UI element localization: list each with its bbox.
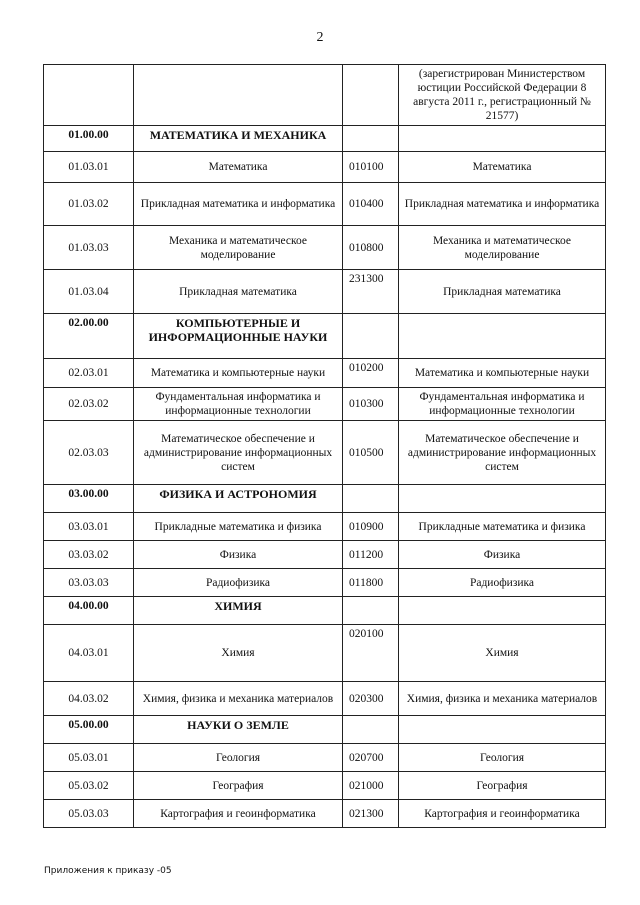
name-cell: Радиофизика [134, 569, 343, 597]
code-cell: 05.03.01 [44, 744, 134, 772]
okso-code-cell: 011800 [343, 569, 399, 597]
section-row [44, 597, 606, 625]
header-cell-empty-3 [343, 65, 399, 126]
name-cell: Математика [134, 152, 343, 183]
code-cell: 03.03.02 [44, 541, 134, 569]
okso-name-cell: Радиофизика [399, 569, 606, 597]
code-cell: 05.03.02 [44, 772, 134, 800]
okso-code-cell: 010500 [343, 421, 399, 485]
okso-name-cell: Прикладная математика [399, 270, 606, 314]
code-cell: 01.03.01 [44, 152, 134, 183]
okso-code-cell: 020300 [343, 682, 399, 716]
okso-name-cell [399, 126, 606, 152]
table-row [44, 682, 606, 716]
okso-code-cell [343, 716, 399, 744]
code-cell: 03.03.03 [44, 569, 134, 597]
okso-name-cell: География [399, 772, 606, 800]
section-row [44, 314, 606, 359]
name-cell: Химия [134, 625, 343, 682]
name-cell: Картография и геоинформатика [134, 800, 343, 828]
table-row [44, 359, 606, 388]
header-cell-empty-2 [134, 65, 343, 126]
name-cell: Математическое обеспечение и администрирование информационных систем [134, 421, 343, 485]
okso-name-cell: Химия [399, 625, 606, 682]
name-cell: География [134, 772, 343, 800]
okso-name-cell: Математическое обеспечение и администрирование информационных систем [399, 421, 606, 485]
name-cell: Прикладная математика и информатика [134, 183, 343, 226]
table-row [44, 270, 606, 314]
table-row [44, 772, 606, 800]
code-cell: 03.00.00 [44, 485, 134, 513]
section-row [44, 126, 606, 152]
name-cell: Прикладные математика и физика [134, 513, 343, 541]
table-row [44, 226, 606, 270]
okso-name-cell [399, 716, 606, 744]
code-cell: 02.03.02 [44, 388, 134, 421]
name-cell: Прикладная математика [134, 270, 343, 314]
code-cell: 04.00.00 [44, 597, 134, 625]
okso-code-cell: 010200 [343, 359, 399, 388]
okso-code-cell: 021300 [343, 800, 399, 828]
okso-code-cell [343, 314, 399, 359]
okso-code-cell [343, 485, 399, 513]
okso-code-cell: 010900 [343, 513, 399, 541]
name-cell: МАТЕМАТИКА И МЕХАНИКА [134, 126, 343, 152]
code-cell: 04.03.01 [44, 625, 134, 682]
okso-name-cell: Математика и компьютерные науки [399, 359, 606, 388]
okso-code-cell: 010400 [343, 183, 399, 226]
name-cell: КОМПЬЮТЕРНЫЕ И ИНФОРМАЦИОННЫЕ НАУКИ [134, 314, 343, 359]
specialties-table [43, 64, 606, 828]
okso-name-cell: Картография и геоинформатика [399, 800, 606, 828]
table-row [44, 152, 606, 183]
code-cell: 05.03.03 [44, 800, 134, 828]
name-cell: ХИМИЯ [134, 597, 343, 625]
code-cell: 02.03.03 [44, 421, 134, 485]
okso-name-cell: Механика и математическое моделирование [399, 226, 606, 270]
code-cell: 03.03.01 [44, 513, 134, 541]
okso-code-cell: 010800 [343, 226, 399, 270]
okso-code-cell: 020700 [343, 744, 399, 772]
okso-code-cell: 231300 [343, 270, 399, 314]
name-cell: Химия, физика и механика материалов [134, 682, 343, 716]
okso-name-cell: Математика [399, 152, 606, 183]
code-cell: 05.00.00 [44, 716, 134, 744]
okso-name-cell: Прикладные математика и физика [399, 513, 606, 541]
okso-name-cell: Химия, физика и механика материалов [399, 682, 606, 716]
code-cell: 01.03.03 [44, 226, 134, 270]
code-cell: 01.03.02 [44, 183, 134, 226]
table-row [44, 541, 606, 569]
code-cell: 02.00.00 [44, 314, 134, 359]
table-row [44, 625, 606, 682]
okso-code-cell: 011200 [343, 541, 399, 569]
name-cell: Физика [134, 541, 343, 569]
name-cell: Геология [134, 744, 343, 772]
okso-name-cell: Прикладная математика и информатика [399, 183, 606, 226]
section-row [44, 485, 606, 513]
okso-name-cell: Геология [399, 744, 606, 772]
registration-note: (зарегистрирован Министерством юстиции Российской Федерации 8 августа 2011 г., регистрационный № 21577) [399, 65, 606, 126]
table-row [44, 513, 606, 541]
code-cell: 01.00.00 [44, 126, 134, 152]
okso-code-cell: 010100 [343, 152, 399, 183]
header-row [44, 65, 606, 126]
okso-code-cell: 021000 [343, 772, 399, 800]
table-row [44, 388, 606, 421]
page-number: 2 [316, 30, 324, 45]
name-cell: Фундаментальная информатика и информационные технологии [134, 388, 343, 421]
section-row [44, 716, 606, 744]
okso-code-cell [343, 126, 399, 152]
okso-code-cell [343, 597, 399, 625]
header-cell-empty-1 [44, 65, 134, 126]
name-cell: ФИЗИКА И АСТРОНОМИЯ [134, 485, 343, 513]
table-row [44, 569, 606, 597]
name-cell: Математика и компьютерные науки [134, 359, 343, 388]
okso-name-cell: Физика [399, 541, 606, 569]
okso-name-cell [399, 597, 606, 625]
name-cell: НАУКИ О ЗЕМЛЕ [134, 716, 343, 744]
code-cell: 02.03.01 [44, 359, 134, 388]
table-row [44, 744, 606, 772]
name-cell: Механика и математическое моделирование [134, 226, 343, 270]
table-row [44, 183, 606, 226]
okso-name-cell: Фундаментальная информатика и информационные технологии [399, 388, 606, 421]
table-row [44, 800, 606, 828]
code-cell: 04.03.02 [44, 682, 134, 716]
okso-code-cell: 020100 [343, 625, 399, 682]
okso-name-cell [399, 485, 606, 513]
table-row [44, 421, 606, 485]
code-cell: 01.03.04 [44, 270, 134, 314]
okso-name-cell [399, 314, 606, 359]
footer-note: Приложения к приказу -05 [44, 866, 172, 876]
okso-code-cell: 010300 [343, 388, 399, 421]
table-body [44, 65, 606, 828]
